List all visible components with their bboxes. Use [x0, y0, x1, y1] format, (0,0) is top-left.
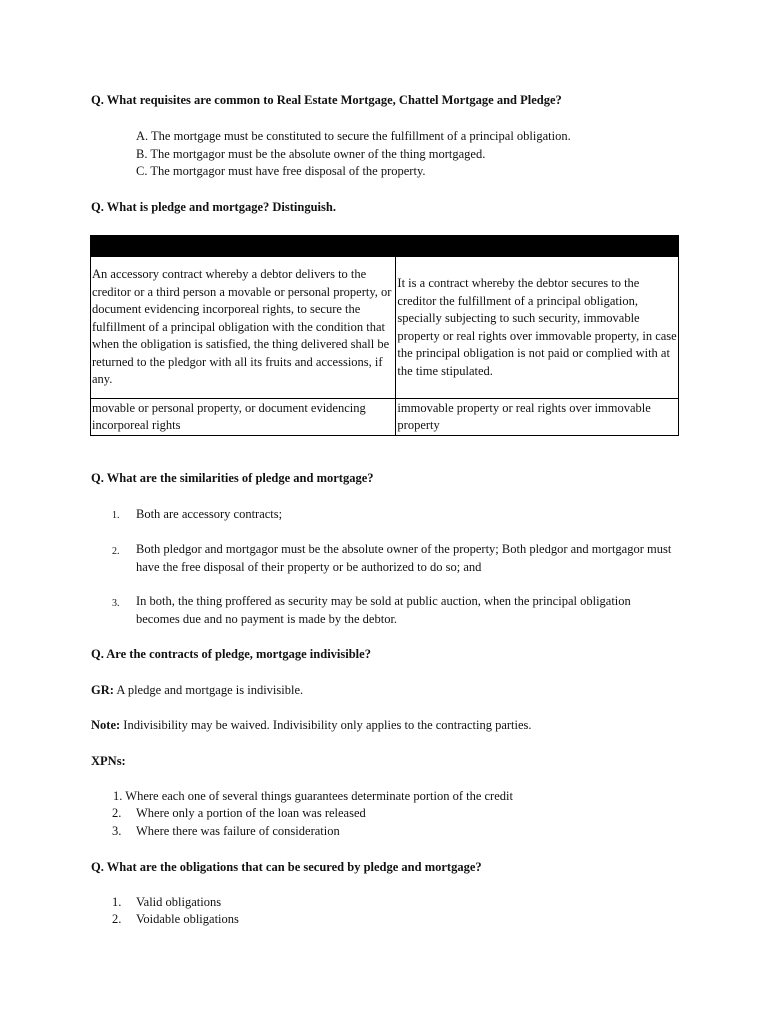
requisite-b: B. The mortgagor must be the absolute owner of the thing mortgaged. — [136, 147, 486, 161]
exception-item: Where only a portion of the loan was released — [136, 806, 366, 820]
comparison-table — [90, 235, 679, 436]
general-rule-text: A pledge and mortgage is indivisible. — [113, 683, 304, 697]
table-header-mortgage — [396, 236, 679, 257]
question-requisites: Q. What requisites are common to Real Estate Mortgage, Chattel Mortgage and Pledge? — [91, 93, 562, 107]
table-header-row — [91, 236, 679, 257]
table-cell-mortgage-definition: It is a contract whereby the debtor secures to the creditor the fulfillment of a principal obligation, specially subjecting to such security, immovable property or real rights over immovable property, in case the principal obligation is not paid or complied with at the time stipulated. — [396, 257, 679, 399]
list-number: 2. — [112, 546, 120, 557]
question-obligations: Q. What are the obligations that can be secured by pledge and mortgage? — [91, 860, 482, 874]
list-number: 2. — [112, 912, 122, 926]
general-rule-label: GR: — [91, 683, 114, 697]
question-similarities: Q. What are the similarities of pledge and mortgage? — [91, 471, 374, 485]
list-item: Valid obligations — [136, 895, 222, 909]
list-number: 2. — [112, 806, 122, 820]
exception-item: 1. Where each one of several things guarantees determinate portion of the credit — [113, 789, 513, 803]
table-row — [91, 257, 679, 399]
list-number: 1. — [112, 510, 120, 521]
list-number: 1. — [112, 895, 122, 909]
list-item: Voidable obligations — [136, 912, 239, 926]
table-header-pledge — [91, 236, 396, 257]
note-text: Indivisibility may be waived. Indivisibility only applies to the contracting parties. — [120, 718, 532, 732]
list-number: 3. — [112, 824, 122, 838]
note-label: Note: — [91, 718, 121, 732]
table-cell-pledge-definition: An accessory contract whereby a debtor delivers to the creditor or a third person a movable or personal property, or document evidencing incorporeal rights, to secure the fulfillment of a principal obligation with the condition that when the obligation is satisfied, the thing delivered shall be returned to the pledgor with all its fruits and accessions, if any. — [91, 257, 396, 399]
question-pledge-mortgage: Q. What is pledge and mortgage? Distinguish. — [91, 200, 336, 214]
general-rule — [91, 683, 303, 698]
exceptions-heading: XPNs: — [91, 754, 126, 768]
list-item: Both pledgor and mortgagor must be the absolute owner of the property; Both pledgor and mortgagor must have the free disposal of their property or be authorized to do so; and — [136, 542, 672, 574]
list-number: 3. — [112, 598, 120, 609]
list-item: In both, the thing proffered as security may be sold at public auction, when the principal obligation becomes due and no payment is made by the debtor. — [136, 594, 631, 626]
exception-item: Where there was failure of consideration — [136, 824, 340, 838]
table-row — [91, 399, 679, 436]
table-cell-pledge-object: movable or personal property, or document evidencing incorporeal rights — [91, 399, 396, 436]
list-item: Both are accessory contracts; — [136, 507, 283, 521]
requisite-c: C. The mortgagor must have free disposal of the property. — [136, 164, 426, 178]
requisite-a: A. The mortgage must be constituted to secure the fulfillment of a principal obligation. — [136, 129, 571, 143]
table-cell-mortgage-object: immovable property or real rights over immovable property — [396, 399, 679, 436]
note — [91, 718, 532, 733]
question-indivisible: Q. Are the contracts of pledge, mortgage indivisible? — [91, 647, 371, 661]
